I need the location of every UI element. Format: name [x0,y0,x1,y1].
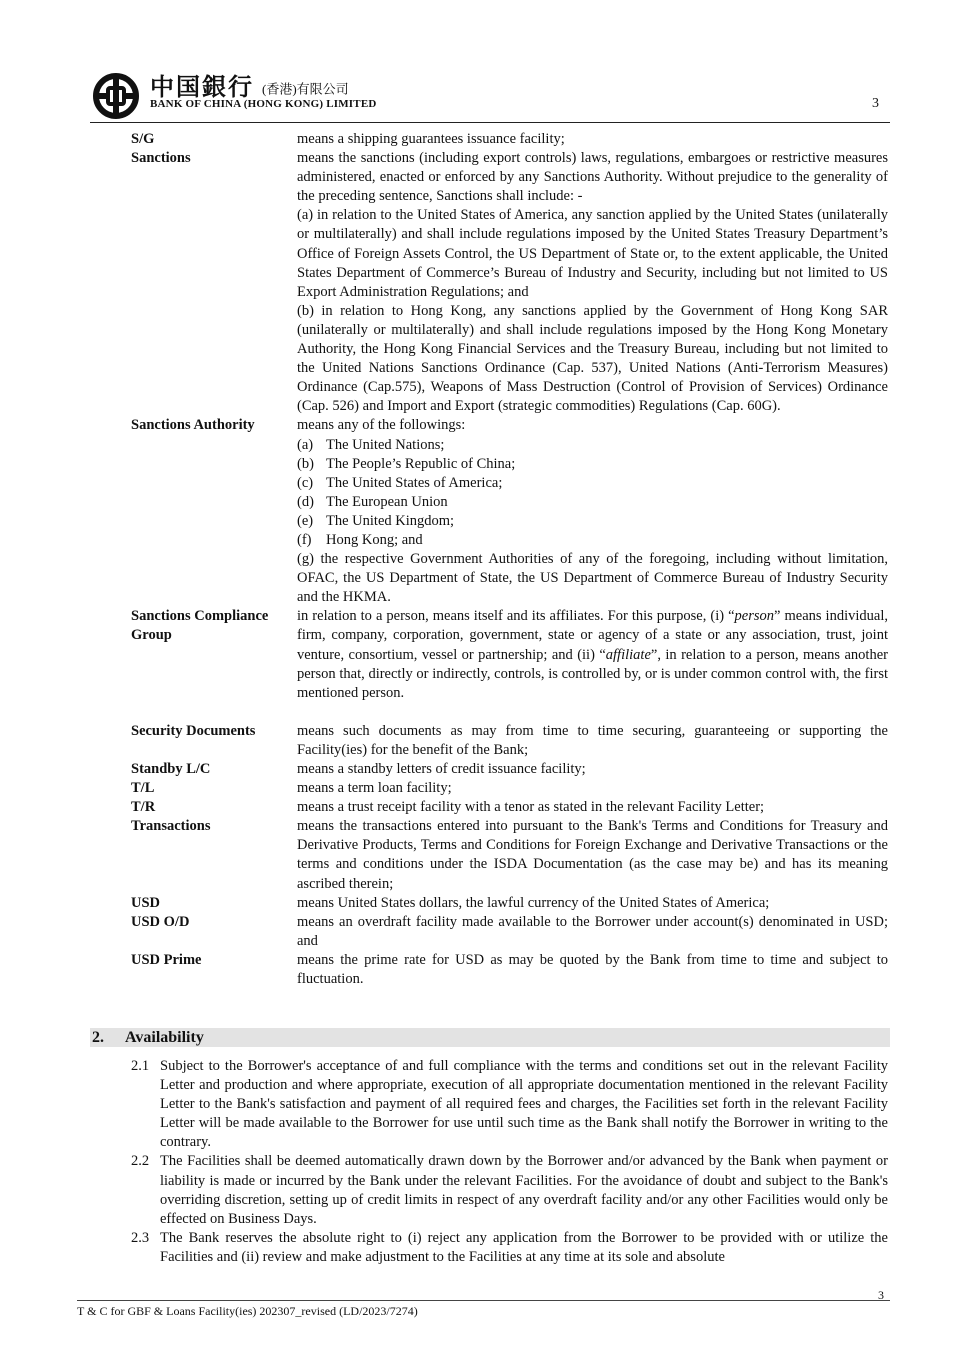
definition-text: means a trust receipt facility with a tenor as stated in the relevant Facility Letter; [297,799,765,816]
definition-tl [131,779,888,798]
definition-term: Standby L/C [131,761,211,777]
clause-2-1 [131,1057,888,1152]
footer-page-number: 3 [878,1288,884,1302]
definition-text: means United States dollars, the lawful currency of the United States of America; [297,894,770,911]
definition-term: Transactions [131,818,211,835]
definition-tr [131,798,888,817]
footer-divider [77,1300,890,1301]
definition-usd-prime [131,951,888,989]
clause-number: 2.3 [131,1229,150,1246]
definition-text: means a shipping guarantees issuance facility; [297,131,565,147]
sanctions-item-b: (b) in relation to Hong Kong, any sanctions applied by the Government of Hong Kong SAR (unilaterally or multilaterally) and shall include regulations imposed by the Hong Kong Monetary Authority, the Hong Kong Financial Services and the Treasury Bureau, including but not limited to the United Nations Sanctions Ordinance (Cap. 537), United Nations (Anti-Terrorism Measures) Ordinance (Cap.575), Weapons of Mass Destruction (Control of Provision of Services) Ordinance (Cap. 526) and Import and Export (strategic commodities) Regulations (Cap. 60G). [297,302,888,415]
definition-term: Sanctions [131,150,191,167]
availability-clauses [131,1057,888,1267]
definition-term: Security Documents [131,722,256,739]
clause-text: Subject to the Borrower's acceptance of and full compliance with the terms and conditions set out in the relevant Facility Letter and production and where appropriate, execution of all appropriate documentation mentioned in the relevant Facility Letter to the Bank's satisfaction and payment of all required fees and charges, the Facilities set forth in the relevant Facility Letter will be made available to the Borrower for use until such time as the Bank shall notify the Borrower in writing to the contrary. [160,1058,888,1151]
definition-text: means such documents as may from time to time securing, guaranteeing or supporting the Facility(ies) for the benefit of the Bank; [297,722,888,758]
definition-text: means a term loan facility; [297,780,452,797]
definition-security-documents [131,722,888,760]
sanctions-item-a: (a) in relation to the United States of America, any sanction applied by the United States (unilaterally or multilaterally) and shall include regulations imposed by the United States Treasury Department’s Office of Foreign Assets Control, the US Department of State or, to the extent applicable, the United States Department of Commerce’s Bureau of Industry and Security, including but not limited to US Export Administration Regulations; and [297,207,888,300]
definition-term: Sanctions Authority [131,417,255,434]
bank-name-chinese: 中国銀行 (香港)有限公司 [150,75,349,101]
definition-term: Sanctions Compliance Group [131,608,269,644]
page-number: 3 [872,96,879,111]
definition-text: means the transactions entered into pursuant to the Bank's Terms and Conditions for Treasury and Derivative Products, Terms and Conditions for Foreign Exchange and Derivative Transactions or the terms and conditions under the ISDA Documentation (as the case may be) and has its meaning ascribed therein; [297,818,888,892]
list-item: (d) The European Union [297,493,448,510]
definition-term: T/L [131,780,155,797]
section-number: 2. [92,1029,104,1046]
list-item: (a) The United Nations; [297,436,445,453]
definition-transactions [131,817,888,893]
definition-text: means the prime rate for USD as may be quoted by the Bank from time to time and subject to fluctuation. [297,951,888,988]
definition-sanctions [131,149,888,416]
definition-text [297,416,888,607]
section-heading-availability [90,1028,890,1047]
definition-term: USD [131,894,161,911]
clause-number: 2.1 [131,1058,150,1074]
sanctions-intro: means the sanctions (including export controls) laws, regulations, embargoes or restrictive measures administered, enacted or enforced by any Sanctions Authority. Without prejudice to the generality of the preceding sentence, Sanctions shall include: - [297,150,888,205]
sanctions-authority-intro: means any of the followings: [297,417,466,434]
definition-sanctions-authority [131,416,888,607]
footer-document-reference: T & C for GBF & Loans Facility(ies) 202307_revised (LD/2023/7274) [77,1304,418,1318]
sanctions-authority-item-g: (g) the respective Government Authorities of any of the foregoing, including without limitation, OFAC, the US Department of State, the US Department of Commerce Bureau of Industry Security and the HKMA. [297,551,888,606]
definition-term: USD Prime [131,951,202,968]
definition-sg [131,130,888,149]
definition-term: T/R [131,799,156,816]
clause-number: 2.2 [131,1153,150,1170]
definition-term: S/G [131,131,155,147]
clause-text: The Bank reserves the absolute right to (i) reject any application from the Borrower to be provided with or utilize the Facilities and (ii) review and make adjustment to the Facilities at any time at its sole and absolute [160,1229,888,1265]
definition-sanctions-compliance-group [131,607,888,702]
definition-usd [131,894,888,913]
definition-usd-od [131,913,888,951]
bank-name-english: BANK OF CHINA (HONG KONG) LIMITED [150,98,377,110]
definition-text: in relation to a person, means itself and its affiliates. For this purpose, (i) “person” means individual, firm, company, corporation, government, state or agency of a state or any association, trust, joint venture, consortium, vessel or partnership; and (ii) “affiliate”, in relation to a person, means another person that, directly or indirectly, controls, is controlled by, or is under common control with, the first mentioned person. [297,608,888,701]
definition-text [297,149,888,416]
bank-of-china-logo-icon [92,72,140,120]
page-header [90,68,890,123]
clause-2-3 [131,1229,888,1267]
definitions-list [131,130,888,989]
list-item: (b) The People’s Republic of China; [297,455,516,472]
clause-text: The Facilities shall be deemed automatically drawn down by the Borrower and/or advanced by the Bank when payment or liability is made or incurred by the Bank under the relevant Facilities. For the avoidance of doubt and subject to the Bank's overriding discretion, setting up of credit limits in respect of any overdraft facility and/or any other Facilities would only be effected on Business Days. [160,1153,888,1227]
definition-text: means a standby letters of credit issuance facility; [297,761,586,777]
list-item: (f) Hong Kong; and [297,531,423,548]
list-item: (c) The United States of America; [297,474,503,491]
section-title: Availability [125,1029,204,1046]
list-item: (e) The United Kingdom; [297,512,455,529]
definition-term: USD O/D [131,913,190,930]
clause-2-2 [131,1152,888,1228]
definition-standby-lc [131,760,888,779]
definition-text: means an overdraft facility made available to the Borrower under account(s) denominated in USD; and [297,913,888,949]
